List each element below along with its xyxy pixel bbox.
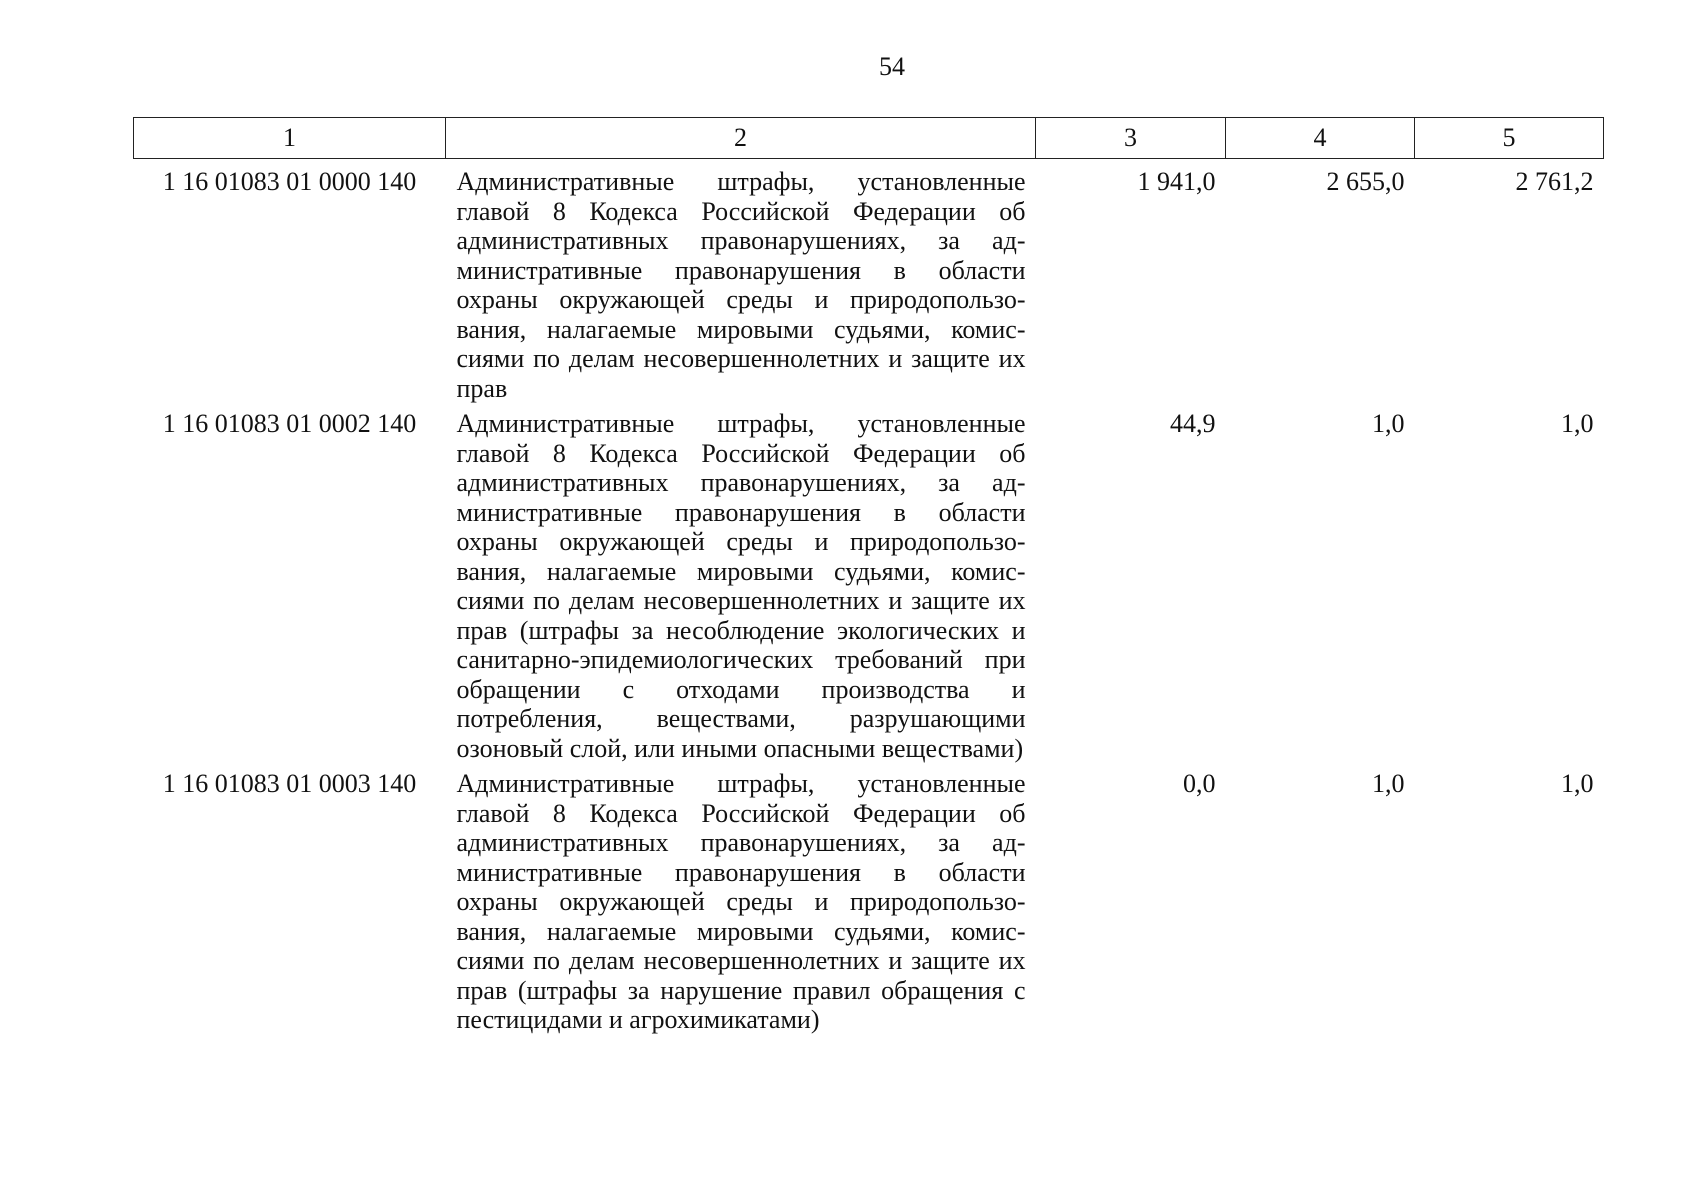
- value-cell-col3: 44,9: [1170, 409, 1216, 438]
- value-cell-col5: 1,0: [1561, 769, 1594, 798]
- table-header-row: [134, 118, 1604, 159]
- budget-table: [133, 117, 1604, 1041]
- description-cell: Административные штрафы, установленные главой 8 Кодекса Российской Федерации об административных правонарушениях, за административные правонарушения в области охраны окружающей среды и природопользования, налагаемые мировыми судьями, комиссиями по делам несовершеннолетних и защите их прав (штрафы за несоблюдение экологических и санитарно-эпидемиологических требований при обращении с отходами производства и потребления, веществами, разрушающими озоновый слой, или иными опасными веществами): [456, 409, 1026, 763]
- value-cell-col3: 0,0: [1183, 769, 1216, 798]
- table-row: [134, 159, 1604, 410]
- budget-code-cell: 1 16 01083 01 0002 140: [162, 409, 417, 438]
- column-header-2: 2: [446, 118, 1036, 159]
- budget-code-cell: 1 16 01083 01 0000 140: [162, 167, 417, 196]
- table-row: [134, 409, 1604, 769]
- column-header-5: 5: [1415, 118, 1604, 159]
- budget-code-cell: 1 16 01083 01 0003 140: [162, 769, 417, 798]
- value-cell-col5: 2 761,2: [1515, 167, 1594, 196]
- page-number: 54: [879, 52, 905, 81]
- value-cell-col5: 1,0: [1561, 409, 1594, 438]
- value-cell-col4: 2 655,0: [1326, 167, 1405, 196]
- column-header-4: 4: [1226, 118, 1415, 159]
- description-cell: Административные штрафы, установленные главой 8 Кодекса Российской Федерации об административных правонарушениях, за административные правонарушения в области охраны окружающей среды и природопользования, налагаемые мировыми судьями, комиссиями по делам несовершеннолетних и защите их прав: [456, 167, 1026, 403]
- column-header-1: 1: [134, 118, 446, 159]
- value-cell-col4: 1,0: [1372, 409, 1405, 438]
- column-header-3: 3: [1036, 118, 1226, 159]
- value-cell-col4: 1,0: [1372, 769, 1405, 798]
- value-cell-col3: 1 941,0: [1137, 167, 1216, 196]
- table-row: [134, 769, 1604, 1041]
- description-cell: Административные штрафы, установленные главой 8 Кодекса Российской Федерации об административных правонарушениях, за административные правонарушения в области охраны окружающей среды и природопользования, налагаемые мировыми судьями, комиссиями по делам несовершеннолетних и защите их прав (штрафы за нарушение правил обращения с пестицидами и агрохимикатами): [456, 769, 1026, 1034]
